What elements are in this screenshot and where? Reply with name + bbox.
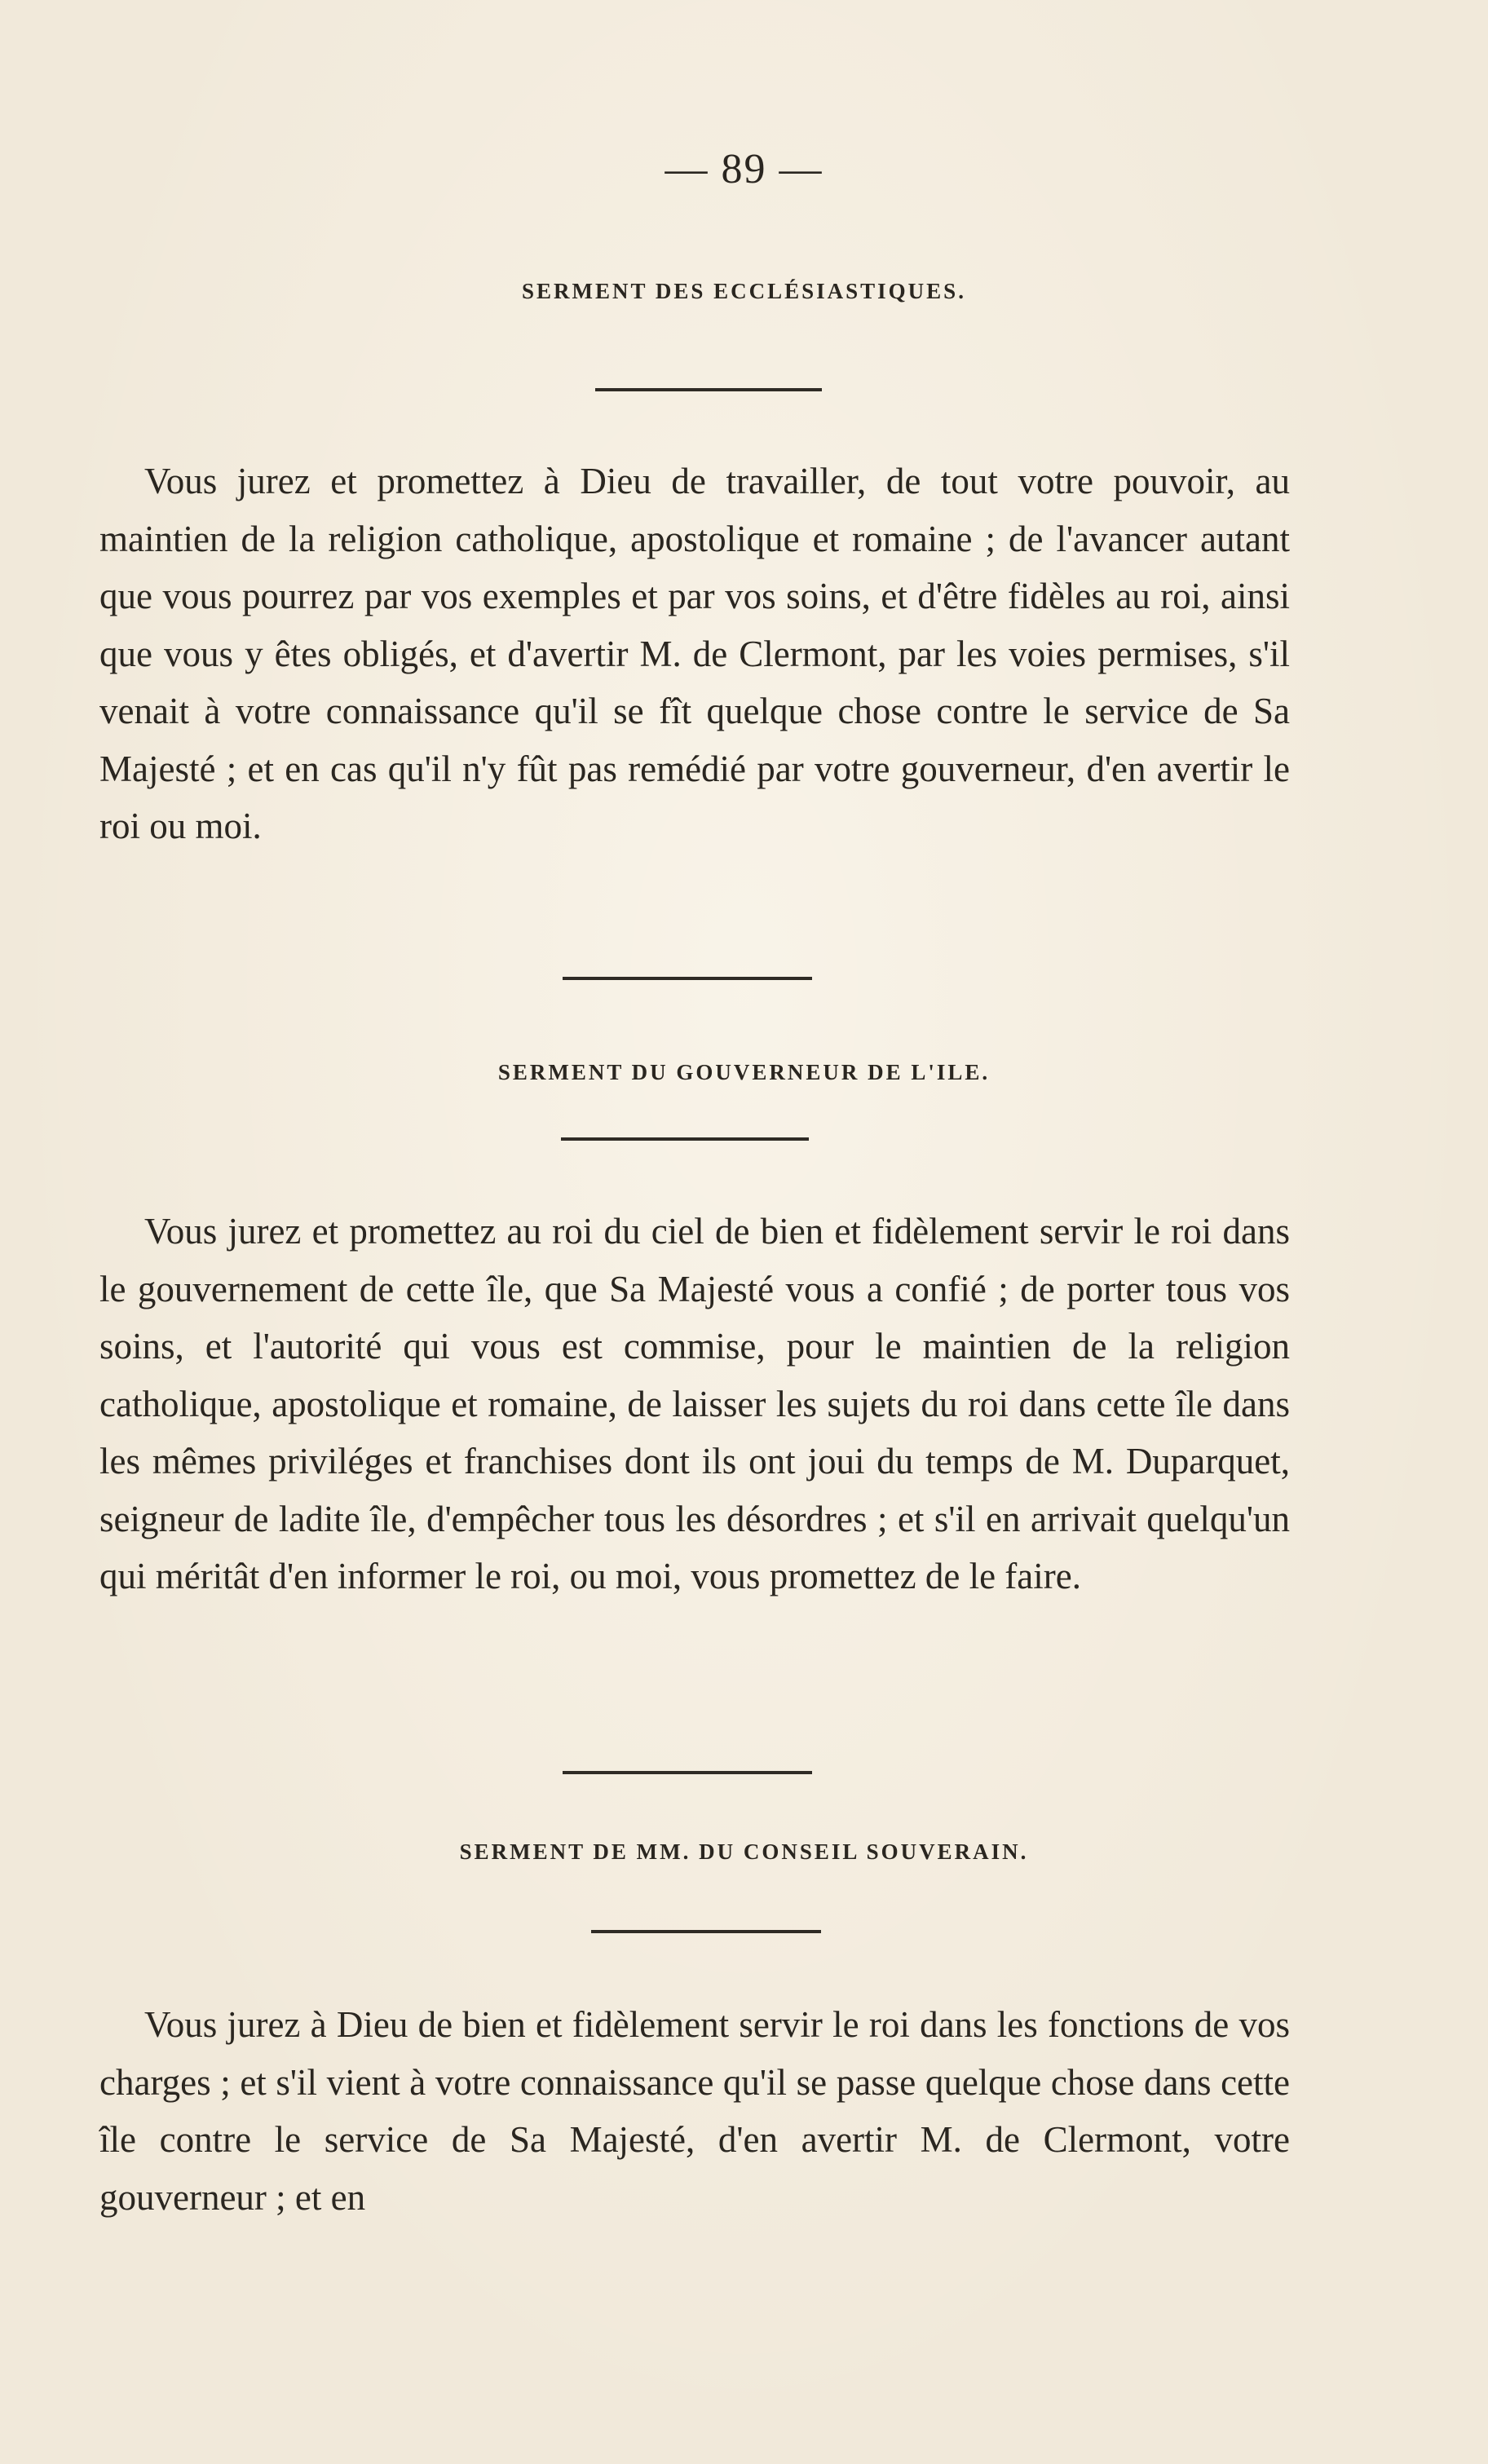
section-heading-conseil: SERMENT DE MM. DU CONSEIL SOUVERAIN.	[459, 1839, 1029, 1864]
section-divider	[563, 1771, 812, 1774]
section-heading-ecclesiastiques: SERMENT DES ECCLÉSIASTIQUES.	[522, 279, 966, 303]
section-heading-gouverneur: SERMENT DU GOUVERNEUR DE L'ILE.	[497, 1060, 991, 1084]
page-number: — 89 —	[665, 146, 823, 192]
section-divider	[595, 388, 822, 391]
oath-paragraph-ecclesiastiques: Vous jurez et promettez à Dieu de travailler, de tout votre pouvoir, au maintien de la religion catholique, apostolique et romaine ; de l'avancer autant que vous pourrez par vos exemples et par vos soins, et d'être fidèles au roi, ainsi que vous y êtes obligés, et d'avertir M. de Clermont, par les voies permises, s'il venait à votre connaissance qu'il se fît quelque chose contre le service de Sa Majesté ; et en cas qu'il n'y fût pas remédié par votre gouverneur, d'en avertir le roi ou moi.	[99, 461, 1290, 846]
section-divider	[563, 977, 812, 980]
section-divider	[561, 1137, 809, 1141]
oath-paragraph-gouverneur: Vous jurez et promettez au roi du ciel de bien et fidèlement servir le roi dans le gouvernement de cette île, que Sa Majesté vous a confié ; de porter tous vos soins, et l'autorité qui vous est commise, pour le maintien de la religion catholique, apostolique et romaine, de laisser les sujets du roi dans cette île dans les mêmes priviléges et franchises dont ils ont joui du temps de M. Duparquet, seigneur de ladite île, d'empêcher tous les désordres ; et s'il en arrivait quelqu'un qui méritât d'en informer le roi, ou moi, vous promettez de le faire.	[99, 1211, 1290, 1596]
oath-paragraph-conseil: Vous jurez à Dieu de bien et fidèlement servir le roi dans les fonctions de vos charges ; et s'il vient à votre connaissance qu'il se passe quelque chose dans cette île contre le service de Sa Majesté, d'en avertir M. de Clermont, votre gouverneur ; et en	[99, 2004, 1290, 2218]
section-divider	[591, 1930, 821, 1933]
